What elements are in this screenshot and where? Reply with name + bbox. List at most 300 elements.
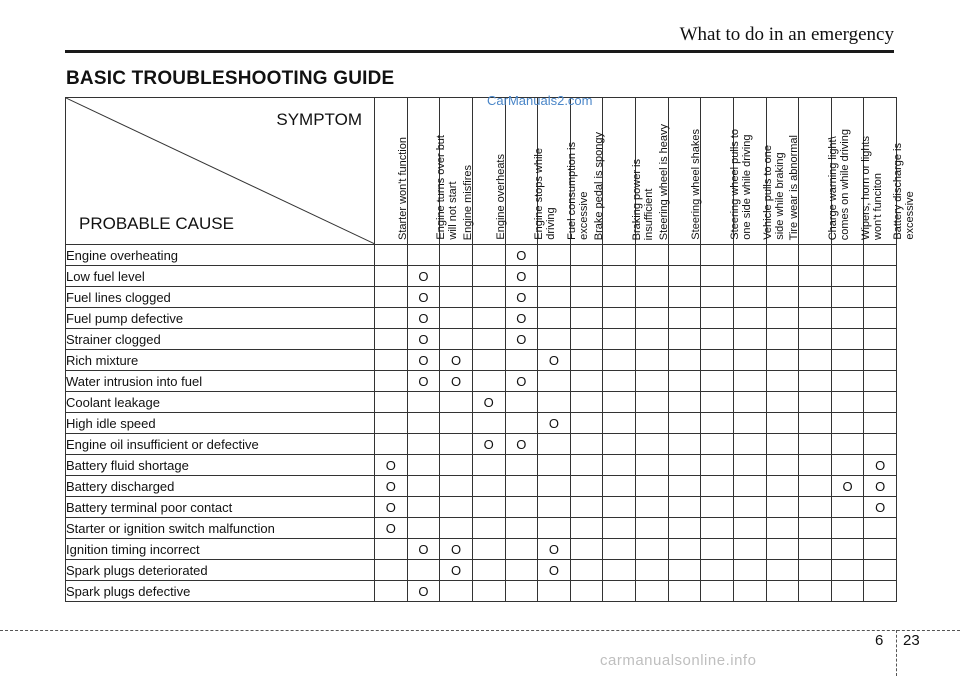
empty-cell (766, 497, 799, 518)
mark-cell: O (407, 539, 440, 560)
cause-label: Fuel lines clogged (66, 287, 375, 308)
symptom-header (603, 98, 656, 245)
mark-cell: O (375, 518, 408, 539)
empty-cell (701, 392, 734, 413)
empty-cell (799, 476, 832, 497)
empty-cell (636, 245, 669, 266)
empty-cell (766, 581, 799, 602)
table-corner (66, 98, 375, 245)
empty-cell (375, 392, 408, 413)
empty-cell (668, 329, 701, 350)
empty-cell (766, 413, 799, 434)
empty-cell (636, 539, 669, 560)
empty-cell (864, 518, 897, 539)
symptom-label-text: Steering wheel shakes (690, 129, 703, 240)
empty-cell (570, 350, 603, 371)
empty-cell (831, 266, 864, 287)
empty-cell (766, 455, 799, 476)
cause-label: Water intrusion into fuel (66, 371, 375, 392)
empty-cell (407, 413, 440, 434)
mark-cell: O (864, 476, 897, 497)
empty-cell (799, 371, 832, 392)
empty-cell (570, 539, 603, 560)
empty-cell (864, 413, 897, 434)
empty-cell (668, 245, 701, 266)
mark-cell: O (538, 350, 571, 371)
troubleshooting-table (65, 97, 917, 602)
cause-label: Rich mixture (66, 350, 375, 371)
mark-cell: O (440, 350, 473, 371)
empty-cell (864, 350, 897, 371)
empty-cell (440, 308, 473, 329)
table-row (66, 287, 897, 308)
table-row (66, 329, 897, 350)
mark-cell: O (505, 287, 538, 308)
symptom-header (472, 98, 505, 245)
empty-cell (701, 350, 734, 371)
empty-cell (570, 413, 603, 434)
empty-cell (505, 455, 538, 476)
empty-cell (701, 434, 734, 455)
mark-cell: O (407, 287, 440, 308)
empty-cell (603, 329, 636, 350)
empty-cell (570, 518, 603, 539)
empty-cell (375, 560, 408, 581)
empty-cell (799, 392, 832, 413)
empty-cell (570, 266, 603, 287)
empty-cell (766, 287, 799, 308)
empty-cell (472, 518, 505, 539)
table-row (66, 350, 897, 371)
empty-cell (505, 497, 538, 518)
empty-cell (505, 581, 538, 602)
empty-cell (733, 497, 766, 518)
empty-cell (570, 308, 603, 329)
empty-cell (603, 245, 636, 266)
empty-cell (570, 371, 603, 392)
empty-cell (668, 560, 701, 581)
symptom-header (407, 98, 460, 245)
symptom-header (668, 98, 701, 245)
empty-cell (733, 392, 766, 413)
empty-cell (407, 245, 440, 266)
empty-cell (603, 497, 636, 518)
empty-cell (636, 308, 669, 329)
empty-cell (440, 266, 473, 287)
chapter-number: 6 (875, 632, 884, 649)
symptom-label-text: Engine turns over but will not start (435, 135, 460, 240)
empty-cell (668, 287, 701, 308)
footer-divider (896, 630, 897, 676)
empty-cell (570, 245, 603, 266)
empty-cell (472, 455, 505, 476)
symptom-label-text: Engine misfires (462, 164, 475, 240)
empty-cell (538, 392, 571, 413)
table-row (66, 392, 897, 413)
empty-cell (375, 371, 408, 392)
empty-cell (799, 266, 832, 287)
empty-cell (440, 497, 473, 518)
cause-label: Spark plugs defective (66, 581, 375, 602)
symptom-label-text: Vehicle pulls to one side while braking (761, 145, 786, 240)
cause-rows (66, 245, 897, 602)
mark-cell: O (505, 434, 538, 455)
symptom-label-text: Engine overheats (494, 154, 507, 240)
symptom-header-row (66, 98, 897, 245)
empty-cell (668, 434, 701, 455)
symptom-header (701, 98, 754, 245)
empty-cell (472, 581, 505, 602)
empty-cell (766, 392, 799, 413)
mark-cell: O (375, 455, 408, 476)
mark-cell: O (407, 371, 440, 392)
empty-cell (375, 308, 408, 329)
empty-cell (766, 434, 799, 455)
empty-cell (538, 476, 571, 497)
mark-cell: O (864, 497, 897, 518)
page-title: BASIC TROUBLESHOOTING GUIDE (66, 68, 395, 89)
mark-cell: O (375, 476, 408, 497)
empty-cell (472, 560, 505, 581)
empty-cell (538, 329, 571, 350)
empty-cell (799, 581, 832, 602)
empty-cell (472, 413, 505, 434)
empty-cell (472, 245, 505, 266)
empty-cell (701, 581, 734, 602)
table-row (66, 245, 897, 266)
mark-cell: O (505, 371, 538, 392)
cause-label: Battery fluid shortage (66, 455, 375, 476)
empty-cell (799, 434, 832, 455)
empty-cell (440, 413, 473, 434)
empty-cell (831, 350, 864, 371)
symptom-label-text: Fuel consumption is excessive (565, 142, 590, 240)
empty-cell (864, 392, 897, 413)
symptom-label-text: Braking power is insufficient (631, 158, 656, 240)
empty-cell (799, 539, 832, 560)
empty-cell (831, 455, 864, 476)
empty-cell (733, 413, 766, 434)
empty-cell (831, 518, 864, 539)
symptom-header (570, 98, 603, 245)
empty-cell (831, 371, 864, 392)
cause-label: Fuel pump defective (66, 308, 375, 329)
mark-cell: O (407, 581, 440, 602)
empty-cell (668, 476, 701, 497)
empty-cell (668, 413, 701, 434)
empty-cell (766, 266, 799, 287)
empty-cell (505, 518, 538, 539)
cause-label: Engine oil insufficient or defective (66, 434, 375, 455)
empty-cell (701, 329, 734, 350)
empty-cell (636, 476, 669, 497)
empty-cell (831, 413, 864, 434)
mark-cell: O (407, 308, 440, 329)
empty-cell (570, 497, 603, 518)
empty-cell (538, 308, 571, 329)
mark-cell: O (472, 434, 505, 455)
empty-cell (636, 287, 669, 308)
empty-cell (733, 434, 766, 455)
empty-cell (766, 308, 799, 329)
empty-cell (472, 371, 505, 392)
empty-cell (733, 329, 766, 350)
symptom-label-text: Charge warning light\ comes on while driving (826, 128, 851, 240)
mark-cell: O (407, 266, 440, 287)
table-row (66, 434, 897, 455)
empty-cell (603, 350, 636, 371)
empty-cell (864, 539, 897, 560)
empty-cell (701, 539, 734, 560)
empty-cell (864, 560, 897, 581)
empty-cell (799, 518, 832, 539)
section-header: What to do in an emergency (679, 24, 894, 45)
symptom-header (864, 98, 917, 245)
mark-cell: O (440, 539, 473, 560)
empty-cell (701, 560, 734, 581)
empty-cell (407, 455, 440, 476)
empty-cell (636, 560, 669, 581)
empty-cell (570, 560, 603, 581)
symptom-label-text: Engine stops while driving (533, 148, 558, 240)
mark-cell: O (864, 455, 897, 476)
symptom-header (636, 98, 669, 245)
table-row (66, 539, 897, 560)
empty-cell (375, 245, 408, 266)
empty-cell (668, 266, 701, 287)
empty-cell (701, 476, 734, 497)
header-rule (65, 50, 894, 53)
symptom-label-text: Battery discharge is excessive (892, 143, 917, 240)
empty-cell (701, 245, 734, 266)
empty-cell (440, 329, 473, 350)
empty-cell (733, 581, 766, 602)
cause-label: Starter or ignition switch malfunction (66, 518, 375, 539)
empty-cell (603, 308, 636, 329)
empty-cell (505, 539, 538, 560)
empty-cell (603, 371, 636, 392)
empty-cell (636, 371, 669, 392)
empty-cell (375, 266, 408, 287)
empty-cell (472, 539, 505, 560)
symptom-label-text: Starter won't function (396, 137, 409, 240)
empty-cell (440, 287, 473, 308)
mark-cell: O (538, 413, 571, 434)
empty-cell (766, 539, 799, 560)
empty-cell (766, 371, 799, 392)
empty-cell (505, 392, 538, 413)
empty-cell (701, 518, 734, 539)
table-row (66, 266, 897, 287)
empty-cell (375, 539, 408, 560)
empty-cell (472, 329, 505, 350)
symptom-header (440, 98, 473, 245)
mark-cell: O (440, 371, 473, 392)
empty-cell (440, 434, 473, 455)
table-row (66, 455, 897, 476)
empty-cell (831, 329, 864, 350)
empty-cell (733, 371, 766, 392)
cause-label: Low fuel level (66, 266, 375, 287)
symptom-header (538, 98, 590, 245)
empty-cell (831, 308, 864, 329)
empty-cell (701, 287, 734, 308)
empty-cell (864, 329, 897, 350)
empty-cell (538, 371, 571, 392)
mark-cell: O (440, 560, 473, 581)
empty-cell (375, 287, 408, 308)
cause-label: Spark plugs deteriorated (66, 560, 375, 581)
empty-cell (864, 581, 897, 602)
empty-cell (407, 518, 440, 539)
empty-cell (505, 476, 538, 497)
mark-cell: O (505, 245, 538, 266)
empty-cell (636, 392, 669, 413)
empty-cell (668, 371, 701, 392)
empty-cell (538, 518, 571, 539)
empty-cell (636, 581, 669, 602)
empty-cell (636, 497, 669, 518)
empty-cell (799, 350, 832, 371)
empty-cell (733, 245, 766, 266)
empty-cell (603, 413, 636, 434)
empty-cell (603, 539, 636, 560)
empty-cell (733, 308, 766, 329)
empty-cell (831, 287, 864, 308)
empty-cell (668, 581, 701, 602)
empty-cell (864, 287, 897, 308)
empty-cell (636, 434, 669, 455)
symptom-label-text: Wipers, horn or lights won't funciton (859, 136, 884, 240)
mark-cell: O (505, 308, 538, 329)
empty-cell (375, 329, 408, 350)
table-row (66, 581, 897, 602)
mark-cell: O (407, 350, 440, 371)
empty-cell (375, 581, 408, 602)
empty-cell (668, 308, 701, 329)
empty-cell (733, 539, 766, 560)
empty-cell (831, 560, 864, 581)
symptom-header (766, 98, 799, 245)
empty-cell (603, 266, 636, 287)
empty-cell (799, 308, 832, 329)
empty-cell (440, 581, 473, 602)
empty-cell (831, 581, 864, 602)
footer-line (0, 630, 960, 631)
empty-cell (603, 581, 636, 602)
empty-cell (831, 434, 864, 455)
empty-cell (407, 476, 440, 497)
symptom-label-text: Steering wheel is heavy (657, 123, 670, 240)
empty-cell (733, 266, 766, 287)
empty-cell (636, 518, 669, 539)
cause-label: High idle speed (66, 413, 375, 434)
probable-cause-label: PROBABLE CAUSE (79, 214, 234, 233)
empty-cell (472, 287, 505, 308)
empty-cell (701, 497, 734, 518)
empty-cell (570, 434, 603, 455)
cause-label: Battery discharged (66, 476, 375, 497)
empty-cell (603, 518, 636, 539)
empty-cell (733, 518, 766, 539)
empty-cell (440, 518, 473, 539)
cause-label: Engine overheating (66, 245, 375, 266)
empty-cell (733, 560, 766, 581)
symptom-label: SYMPTOM (276, 110, 362, 129)
empty-cell (701, 455, 734, 476)
symptom-header (505, 98, 558, 245)
empty-cell (440, 476, 473, 497)
empty-cell (668, 518, 701, 539)
empty-cell (733, 287, 766, 308)
symptom-label-text: Brake pedal is spongy (592, 131, 605, 240)
empty-cell (538, 245, 571, 266)
empty-cell (668, 392, 701, 413)
watermark-bottom: carmanualsonline.info (600, 652, 757, 669)
empty-cell (472, 350, 505, 371)
empty-cell (701, 371, 734, 392)
empty-cell (440, 455, 473, 476)
empty-cell (799, 560, 832, 581)
empty-cell (472, 476, 505, 497)
empty-cell (733, 350, 766, 371)
empty-cell (864, 266, 897, 287)
empty-cell (733, 476, 766, 497)
empty-cell (407, 392, 440, 413)
empty-cell (636, 455, 669, 476)
empty-cell (766, 329, 799, 350)
empty-cell (505, 560, 538, 581)
empty-cell (603, 392, 636, 413)
empty-cell (570, 392, 603, 413)
mark-cell: O (538, 560, 571, 581)
empty-cell (472, 266, 505, 287)
empty-cell (668, 350, 701, 371)
empty-cell (766, 245, 799, 266)
mark-cell: O (375, 497, 408, 518)
table-row (66, 413, 897, 434)
empty-cell (505, 413, 538, 434)
empty-cell (570, 329, 603, 350)
empty-cell (831, 245, 864, 266)
mark-cell: O (831, 476, 864, 497)
empty-cell (407, 497, 440, 518)
empty-cell (603, 455, 636, 476)
symptom-header (831, 98, 884, 245)
empty-cell (799, 497, 832, 518)
cause-label: Strainer clogged (66, 329, 375, 350)
empty-cell (799, 455, 832, 476)
mark-cell: O (472, 392, 505, 413)
empty-cell (472, 497, 505, 518)
empty-cell (440, 245, 473, 266)
mark-cell: O (505, 329, 538, 350)
empty-cell (799, 329, 832, 350)
cause-label: Coolant leakage (66, 392, 375, 413)
empty-cell (407, 560, 440, 581)
empty-cell (864, 434, 897, 455)
empty-cell (766, 560, 799, 581)
empty-cell (570, 581, 603, 602)
empty-cell (831, 497, 864, 518)
symptom-header (375, 98, 408, 245)
empty-cell (375, 434, 408, 455)
empty-cell (668, 539, 701, 560)
empty-cell (538, 581, 571, 602)
page-number: 23 (903, 632, 920, 649)
empty-cell (766, 476, 799, 497)
empty-cell (570, 476, 603, 497)
